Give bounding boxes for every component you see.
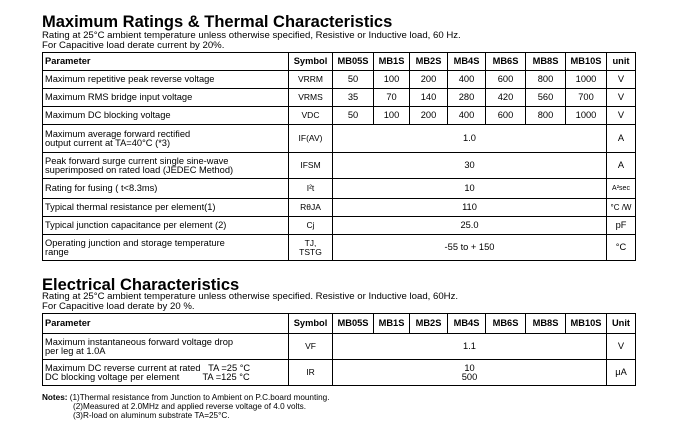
header-mb05s: MB05S — [333, 314, 374, 334]
value-cell: 140 — [410, 89, 448, 107]
symbol-cell: I²t — [289, 179, 333, 199]
section-title-max-ratings: Maximum Ratings & Thermal Characteristics — [42, 13, 393, 31]
table-row — [43, 71, 636, 89]
value-cell: 35 — [333, 89, 374, 107]
header-mb2s: MB2S — [410, 314, 448, 334]
value-line: 500 — [461, 371, 478, 382]
header-mb10s: MB10S — [566, 53, 607, 71]
symbol-cell: VDC — [289, 107, 333, 125]
table-header-row — [43, 53, 636, 71]
unit-cell: A — [607, 153, 636, 179]
param-line: output current at TA=40°C (*3) — [45, 137, 171, 148]
header-parameter: Parameter — [43, 314, 289, 334]
symbol-cell: RθJA — [289, 199, 333, 217]
param-cell: Rating for fusing ( t<8.3ms) — [43, 179, 289, 199]
note-3: (3)R-load on aluminum substrate TA=25°C. — [73, 411, 230, 420]
value-cell: 800 — [526, 107, 566, 125]
symbol-cell: IF(AV) — [289, 125, 333, 153]
derate-note: For Capacitive load derate by 20 %. — [42, 301, 195, 312]
value-cell: 420 — [486, 89, 526, 107]
value-cell — [333, 360, 607, 386]
table-row — [43, 179, 636, 199]
header-mb1s: MB1S — [374, 53, 410, 71]
param-cell — [43, 125, 289, 153]
header-mb8s: MB8S — [526, 53, 566, 71]
header-mb6s: MB6S — [486, 314, 526, 334]
value-cell: 200 — [410, 107, 448, 125]
param-cell: Typical thermal resistance per element(1) — [43, 199, 289, 217]
table-row — [43, 199, 636, 217]
value-line: 10 — [464, 362, 475, 373]
unit-cell: μA — [607, 360, 636, 386]
value-cell: 50 — [333, 107, 374, 125]
value-cell: 400 — [448, 71, 486, 89]
value-cell: 1000 — [566, 71, 607, 89]
header-symbol: Symbol — [289, 53, 333, 71]
rating-note: Rating at 25°C ambient temperature unless otherwise specified. Resistive or Inductive load, 60Hz. — [42, 291, 459, 302]
value-cell: 400 — [448, 107, 486, 125]
unit-cell: pF — [607, 217, 636, 235]
param-line: superimposed on rated load (JEDEC Method) — [45, 164, 234, 175]
param-cell — [43, 235, 289, 261]
value-cell: 25.0 — [333, 217, 607, 235]
header-mb10s: MB10S — [566, 314, 607, 334]
value-cell: 280 — [448, 89, 486, 107]
symbol-cell: VRMS — [289, 89, 333, 107]
unit-cell: V — [607, 107, 636, 125]
param-cell: Maximum repetitive peak reverse voltage — [43, 71, 289, 89]
value-cell: 1.0 — [333, 125, 607, 153]
value-cell: 200 — [410, 71, 448, 89]
value-cell: 110 — [333, 199, 607, 217]
param-cell — [43, 360, 289, 386]
value-cell: 1.1 — [333, 334, 607, 360]
param-line: DC blocking voltage per element TA =125 °C — [45, 371, 250, 382]
table-row — [43, 235, 636, 261]
param-cell: Maximum DC blocking voltage — [43, 107, 289, 125]
header-mb4s: MB4S — [448, 314, 486, 334]
symbol-cell: VRRM — [289, 71, 333, 89]
table-header-row — [43, 314, 636, 334]
symbol-cell: VF — [289, 334, 333, 360]
symbol-cell: IFSM — [289, 153, 333, 179]
param-line: Maximum DC reverse current at rated TA =25 °C — [45, 362, 251, 373]
param-line: Maximum average forward rectified — [45, 128, 191, 139]
note-1: (1)Thermal resistance from Junction to Ambient on P.C.board mounting. — [69, 393, 330, 402]
param-line: Operating junction and storage temperature — [45, 237, 225, 248]
header-mb05s: MB05S — [333, 53, 374, 71]
note-2: (2)Measured at 2.0MHz and applied reverse voltage of 4.0 volts. — [73, 402, 307, 411]
symbol-cell — [289, 235, 333, 261]
symbol-line: TJ, — [304, 237, 317, 248]
header-mb2s: MB2S — [410, 53, 448, 71]
table-row — [43, 153, 636, 179]
notes-block — [42, 393, 329, 420]
value-cell: 600 — [486, 71, 526, 89]
param-cell: Typical junction capacitance per element (2) — [43, 217, 289, 235]
header-mb8s: MB8S — [526, 314, 566, 334]
value-cell: 1000 — [566, 107, 607, 125]
value-cell: 50 — [333, 71, 374, 89]
value-cell: 10 — [333, 179, 607, 199]
param-cell — [43, 153, 289, 179]
value-cell: 100 — [374, 107, 410, 125]
unit-cell: A²sec — [607, 179, 636, 199]
table-row — [43, 334, 636, 360]
header-symbol: Symbol — [289, 314, 333, 334]
header-parameter: Parameter — [43, 53, 289, 71]
header-mb1s: MB1S — [374, 314, 410, 334]
value-cell: 560 — [526, 89, 566, 107]
param-line: range — [45, 246, 69, 257]
param-cell: Maximum RMS bridge input voltage — [43, 89, 289, 107]
section-title-electrical: Electrical Characteristics — [42, 276, 240, 294]
value-cell: 100 — [374, 71, 410, 89]
param-line: Maximum instantaneous forward voltage drop — [45, 336, 234, 347]
value-cell: -55 to + 150 — [333, 235, 607, 261]
unit-cell: °C /W — [607, 199, 636, 217]
table-row — [43, 217, 636, 235]
value-cell: 700 — [566, 89, 607, 107]
notes-label: Notes: — [42, 393, 68, 402]
electrical-table — [42, 313, 636, 386]
table-row — [43, 107, 636, 125]
table-row — [43, 360, 636, 386]
symbol-line: TSTG — [299, 246, 322, 257]
param-line: per leg at 1.0A — [45, 345, 106, 356]
rating-note: Rating at 25°C ambient temperature unless otherwise specified, Resistive or Inductive load, 60 Hz. — [42, 30, 461, 41]
header-mb6s: MB6S — [486, 53, 526, 71]
unit-cell: °C — [607, 235, 636, 261]
value-cell: 800 — [526, 71, 566, 89]
unit-cell: V — [607, 334, 636, 360]
value-cell: 70 — [374, 89, 410, 107]
unit-cell: A — [607, 125, 636, 153]
table-row — [43, 89, 636, 107]
value-cell: 600 — [486, 107, 526, 125]
unit-cell: V — [607, 71, 636, 89]
table-row — [43, 125, 636, 153]
header-mb4s: MB4S — [448, 53, 486, 71]
symbol-cell: IR — [289, 360, 333, 386]
symbol-cell: Cj — [289, 217, 333, 235]
value-cell: 30 — [333, 153, 607, 179]
header-unit: unit — [607, 53, 636, 71]
header-unit: Unit — [607, 314, 636, 334]
max-ratings-table — [42, 52, 636, 261]
unit-cell: V — [607, 89, 636, 107]
param-cell — [43, 334, 289, 360]
derate-note: For Capacitive load derate current by 20%. — [42, 40, 225, 51]
param-line: Peak forward surge current single sine-wave — [45, 155, 229, 166]
